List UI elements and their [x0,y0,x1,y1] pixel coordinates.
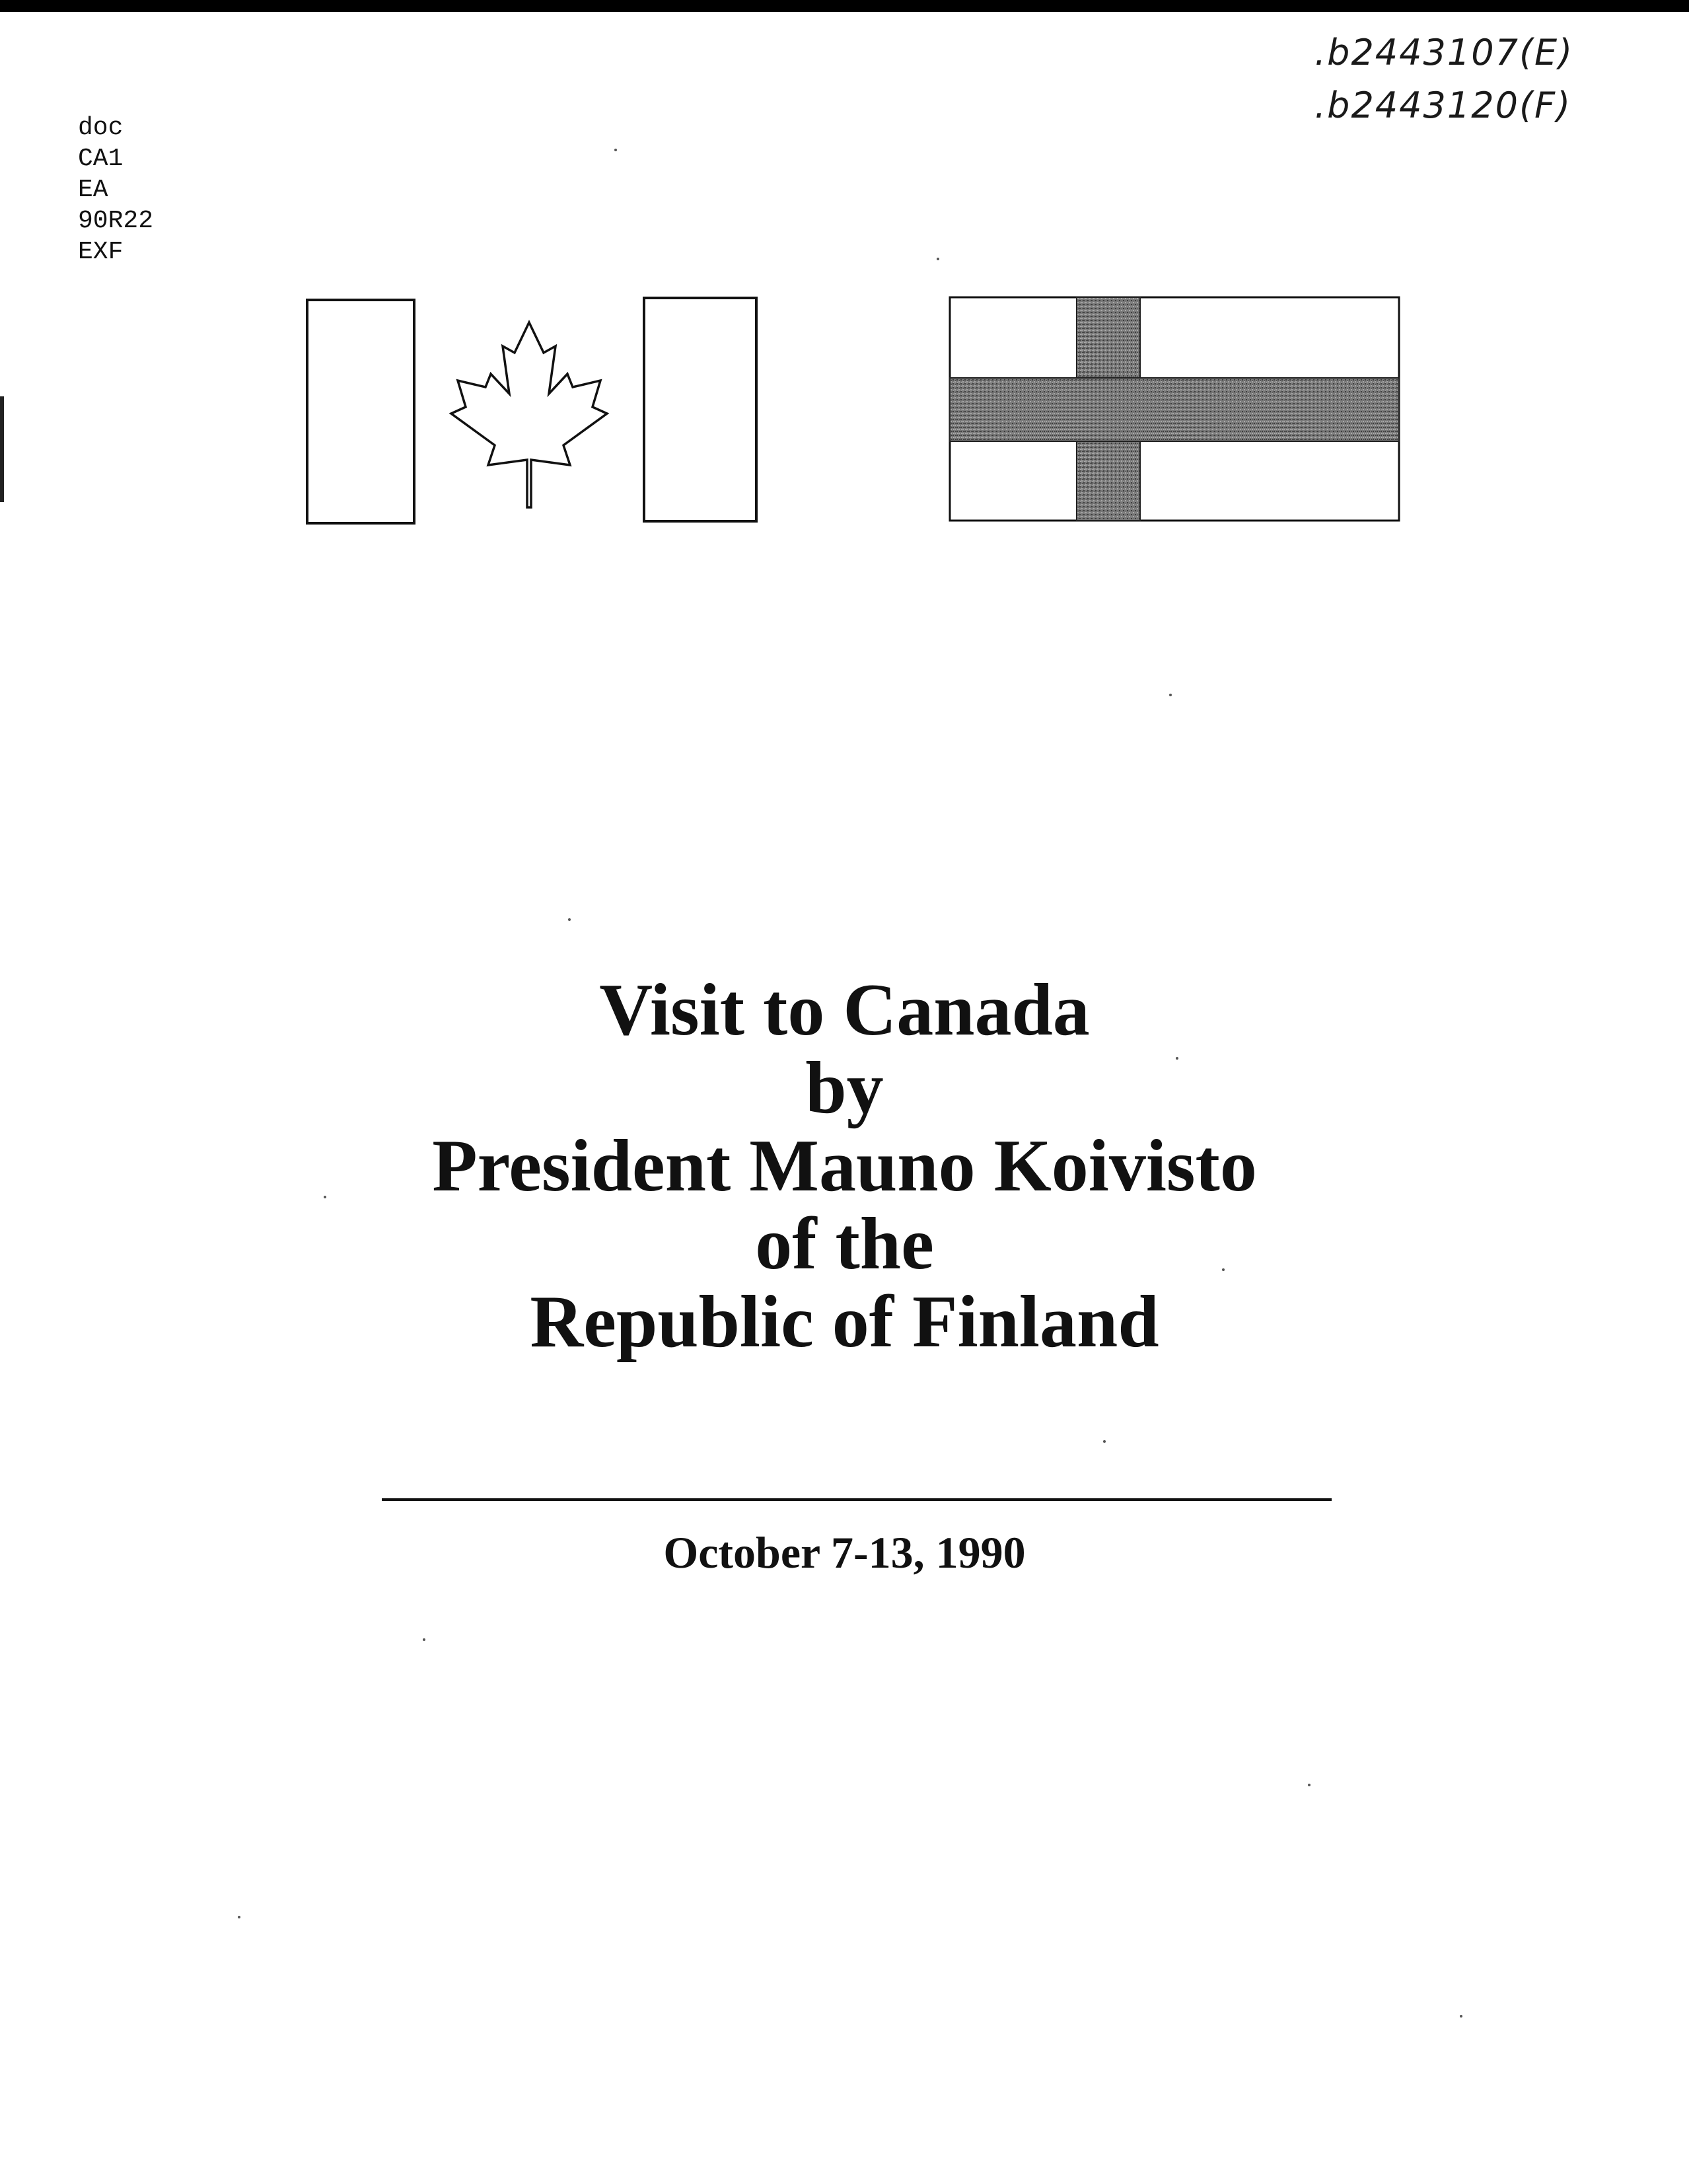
title-divider [382,1498,1332,1501]
scan-speck [937,258,939,260]
call-number-line: 90R22 [78,207,154,235]
scan-speck [1222,1268,1225,1271]
handwritten-note-french: .b2443120(F) [1314,85,1572,126]
scan-left-edge [0,396,4,502]
scan-speck [568,918,571,921]
scan-speck [238,1916,240,1918]
scan-speck [614,149,617,151]
call-number-line: EXF [78,238,124,266]
call-number-line: EA [78,176,108,204]
visit-dates: October 7-13, 1990 [663,1527,1026,1578]
maple-leaf-icon [451,322,607,507]
call-number-line: doc [78,114,124,142]
scan-speck [423,1638,425,1641]
finland-cross-horizontal [950,378,1399,441]
title-line: by [805,1047,884,1129]
scan-top-border [0,0,1689,12]
finland-flag-icon [949,296,1400,522]
title-line: Visit to Canada [599,969,1090,1051]
title-line: Republic of Finland [530,1281,1159,1363]
document-title [0,971,1689,1361]
scan-speck [1169,694,1172,696]
library-call-number [78,112,153,268]
scan-speck [1308,1784,1311,1786]
title-line: of the [755,1203,934,1285]
handwritten-note-english: .b2443107(E) [1314,32,1574,73]
title-line: President Mauno Koivisto [432,1125,1257,1207]
call-number-line: CA1 [78,145,124,173]
handwritten-catalogue-notes [1314,26,1573,132]
scan-speck [324,1196,326,1198]
scan-speck [1176,1057,1178,1060]
canada-flag-icon [305,296,760,527]
scan-speck [1103,1440,1106,1443]
scan-speck [1460,2015,1462,2018]
